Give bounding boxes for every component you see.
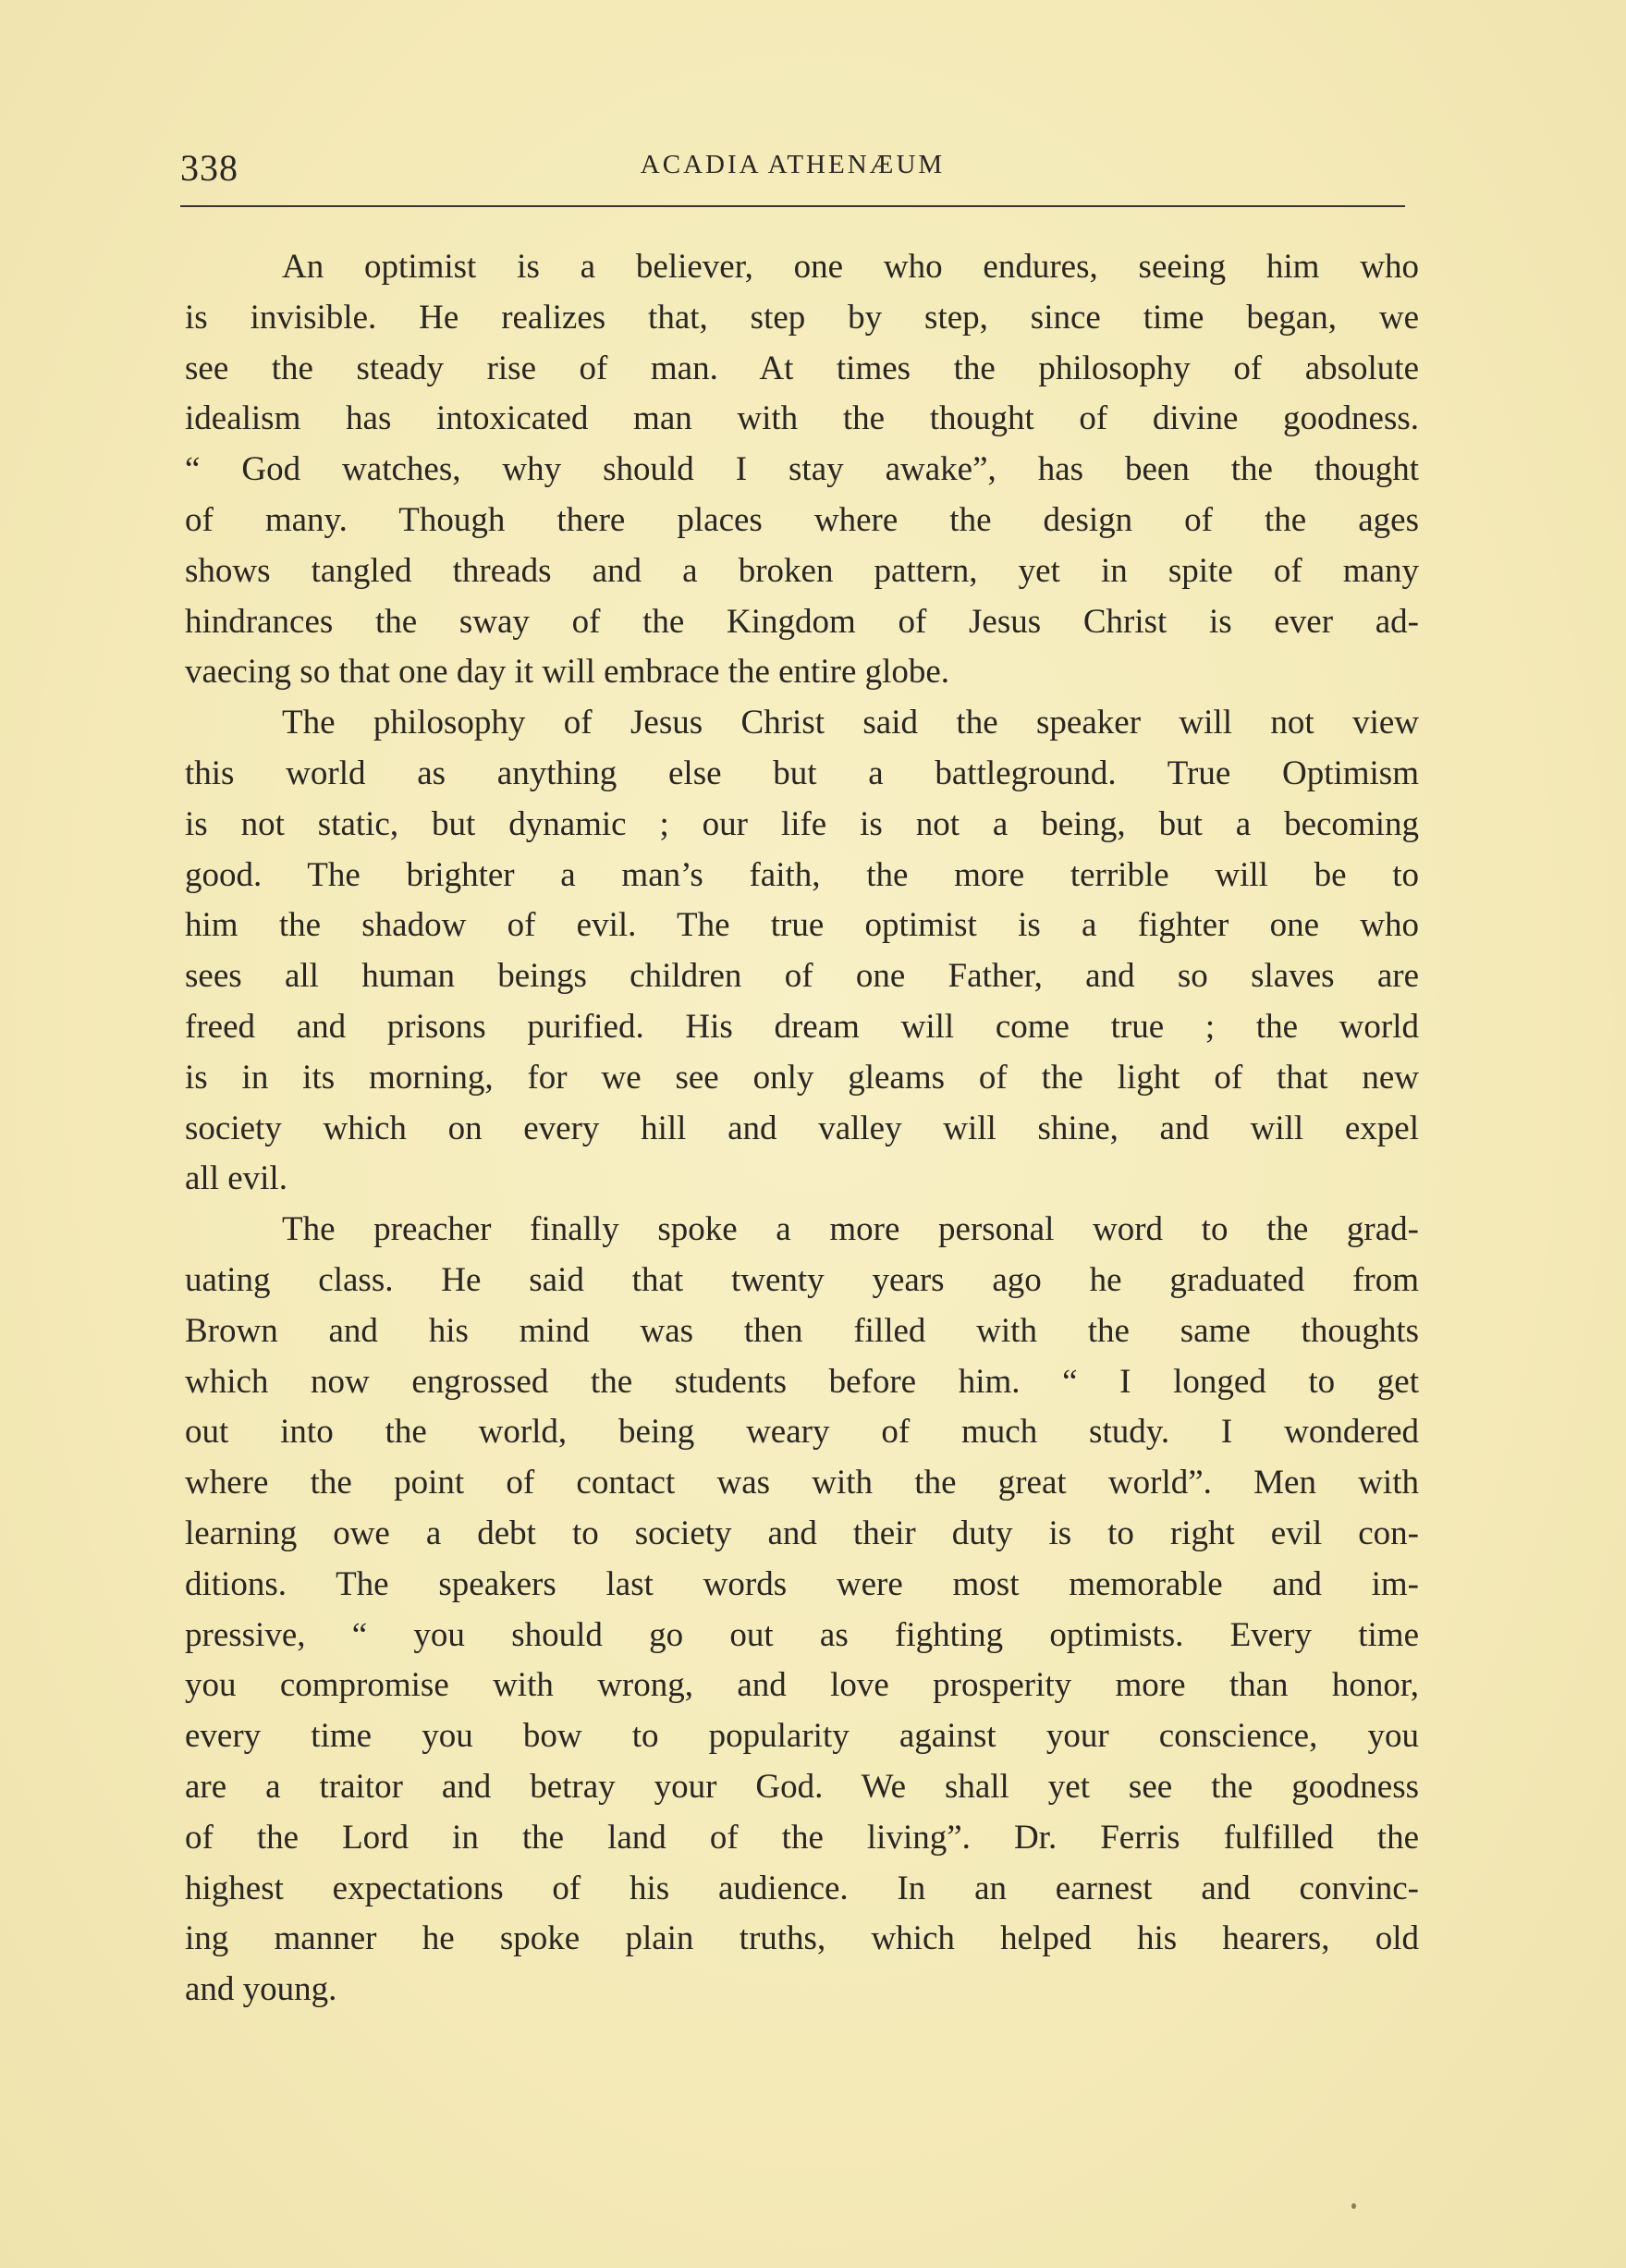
text-line: this world as anything else but a battleground. True Optimism (185, 754, 1419, 792)
text-line: An optimist is a believer, one who endures, seeing him who (282, 248, 1419, 286)
paper-speck (1351, 2203, 1356, 2209)
running-title: ACADIA ATHENÆUM (640, 150, 946, 179)
text-line: The preacher finally spoke a more personal word to the grad- (282, 1210, 1419, 1249)
page-header (180, 129, 1405, 194)
paragraph-3 (185, 1205, 1419, 2016)
article-body (185, 242, 1419, 2016)
text-line: freed and prisons purified. His dream will come true ; the world (185, 1007, 1419, 1046)
text-line: highest expectations of his audience. In an earnest and convinc- (185, 1869, 1419, 1907)
paragraph-2 (185, 698, 1419, 1205)
text-line: ditions. The speakers last words were most memorable and im- (185, 1564, 1419, 1603)
text-line: you compromise with wrong, and love prosperity more than honor, (185, 1666, 1419, 1705)
text-line: which now engrossed the students before him. “ I longed to get (185, 1362, 1419, 1401)
text-line: idealism has intoxicated man with the thought of divine goodness. (185, 399, 1419, 438)
text-line: hindrances the sway of the Kingdom of Jesus Christ is ever ad- (185, 602, 1419, 641)
text-line: vaecing so that one day it will embrace the entire globe. (185, 653, 950, 692)
text-line: “ God watches, why should I stay awake”, has been the thought (185, 450, 1419, 489)
text-line: of the Lord in the land of the living”. Dr. Ferris fulfilled the (185, 1818, 1419, 1857)
page-number: 338 (180, 147, 238, 189)
text-line: shows tangled threads and a broken pattern, yet in spite of many (185, 551, 1419, 590)
text-line: The philosophy of Jesus Christ said the speaker will not view (282, 704, 1419, 742)
text-line: is in its morning, for we see only gleams of the light of that new (185, 1058, 1419, 1097)
text-line: learning owe a debt to society and their duty is to right evil con- (185, 1514, 1419, 1552)
header-rule (180, 205, 1405, 207)
text-line: pressive, “ you should go out as fighting optimists. Every time (185, 1615, 1419, 1654)
paragraph-1 (185, 242, 1419, 698)
text-line: and young. (185, 1970, 337, 2009)
text-line: good. The brighter a man’s faith, the more terrible will be to (185, 855, 1419, 894)
text-line: all evil. (185, 1159, 287, 1198)
text-line: are a traitor and betray your God. We shall yet see the goodness (185, 1767, 1419, 1806)
text-line: see the steady rise of man. At times the philosophy of absolute (185, 349, 1419, 387)
text-line: society which on every hill and valley will shine, and will expel (185, 1109, 1419, 1147)
text-line: where the point of contact was with the great world”. Men with (185, 1464, 1419, 1502)
text-line: ing manner he spoke plain truths, which helped his hearers, old (185, 1919, 1419, 1958)
text-line: is invisible. He realizes that, step by step, since time began, we (185, 298, 1419, 337)
text-line: out into the world, being weary of much study. I wondered (185, 1413, 1419, 1452)
text-line: uating class. He said that twenty years ago he graduated from (185, 1260, 1419, 1299)
text-line: every time you bow to popularity against your conscience, you (185, 1717, 1419, 1756)
text-line: sees all human beings children of one Father, and so slaves are (185, 957, 1419, 996)
text-line: of many. Though there places where the design of the ages (185, 500, 1419, 539)
text-line: him the shadow of evil. The true optimist is a fighter one who (185, 906, 1419, 945)
text-line: is not static, but dynamic ; our life is not a being, but a becoming (185, 804, 1419, 843)
text-line: Brown and his mind was then filled with the same thoughts (185, 1311, 1419, 1350)
